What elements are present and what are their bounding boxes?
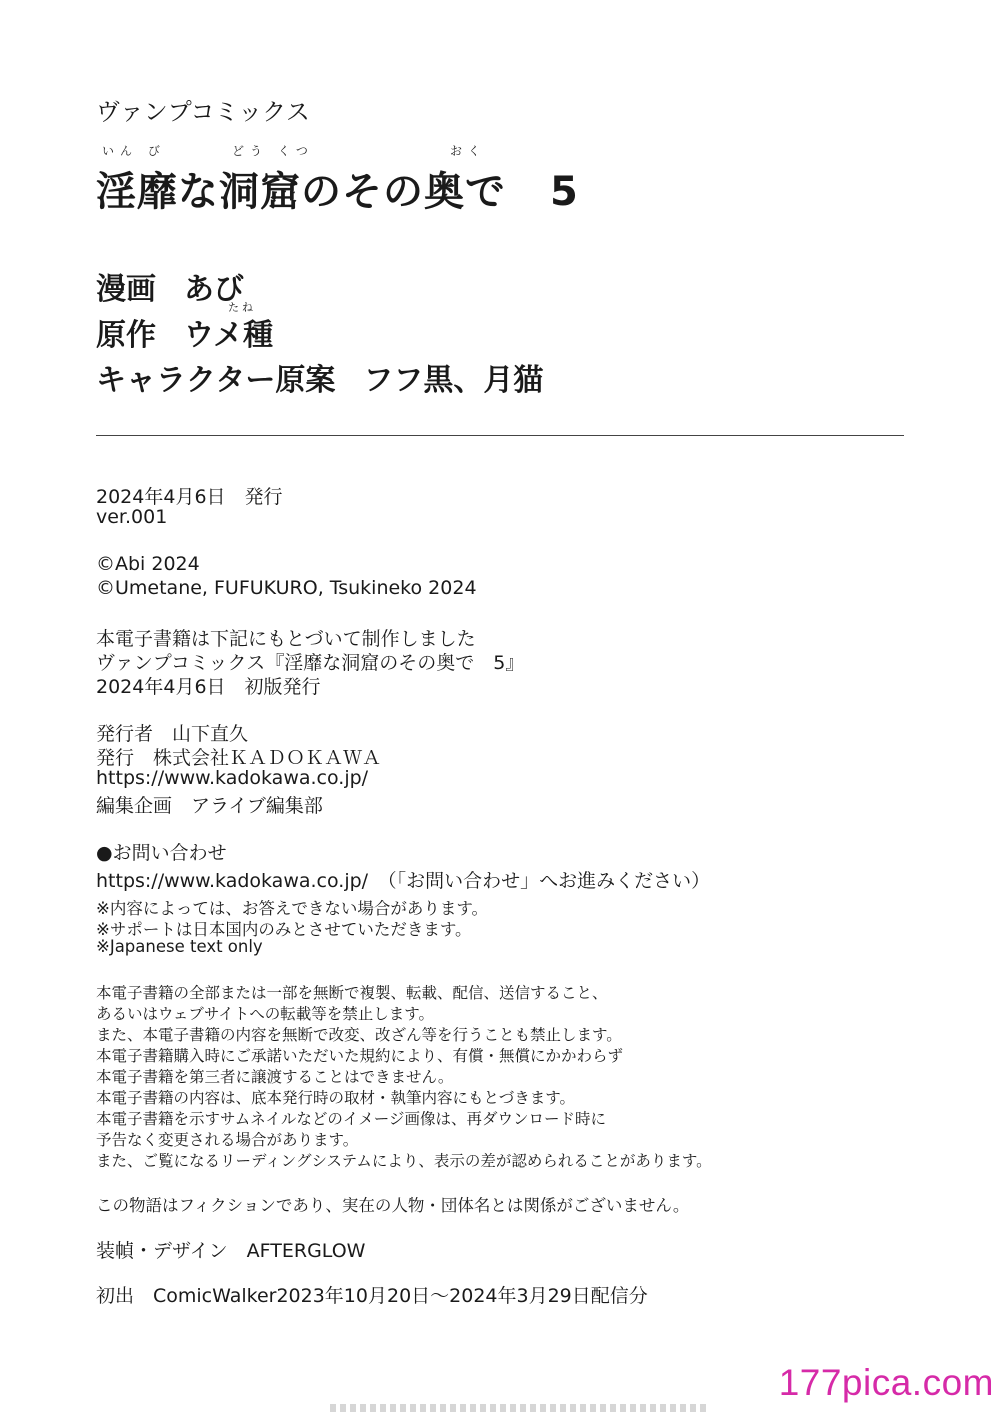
book-title [96,146,579,217]
credit-manga-label: 漫画 [96,272,156,307]
volume-number: 5 [550,169,579,215]
credit-manga-value: あび [184,272,244,307]
publisher-line-4: 編集企画 アライブ編集部 [96,795,323,817]
notice-line: 本電子書籍の内容は、底本発行時の取材・執筆内容にもとづきます。 [96,1089,575,1107]
inquiry-heading: ●お問い合わせ [96,842,227,864]
notice-line: 本電子書籍を示すサムネイルなどのイメージ画像は、再ダウンロード時に [96,1110,606,1128]
title-ruby-inbi: いん び [102,144,166,158]
first-appearance: 初出 ComicWalker2023年10月20日～2024年3月29日配信分 [96,1285,648,1307]
bottom-edge-artifact [330,1404,710,1412]
imprint-label: ヴァンプコミックス [96,98,310,126]
version: ver.001 [96,506,168,528]
notice-line: 本電子書籍を第三者に譲渡することはできません。 [96,1068,454,1086]
title-ruby-doukutsu: どう くつ [232,144,314,158]
notice-line: 本電子書籍購入時にご承諾いただいた規約により、有償・無償にかかわらず [96,1047,624,1065]
credit-character-value: フフ黒、月猫 [363,363,544,398]
divider [96,435,904,436]
credit-character [96,355,543,399]
copyright-line-2: ©Umetane, FUFUKURO, Tsukineko 2024 [96,577,477,599]
source-line-3: 2024年4月6日 初版発行 [96,676,321,698]
credit-original-value: ウメ種 [184,318,274,353]
publisher-url: https://www.kadokawa.co.jp/ [96,767,369,789]
publication-date: 2024年4月6日 発行 [96,486,283,508]
notice-line: また、ご覧になるリーディングシステムにより、表示の差が認められることがあります。 [96,1152,712,1170]
fiction-note: この物語はフィクションであり、実在の人物・団体名とは関係がございません。 [96,1196,690,1215]
notice-line: また、本電子書籍の内容を無断で改変、改ざん等を行うことも禁止します。 [96,1026,622,1044]
credit-original-label: 原作 [96,318,156,353]
title-ruby-oku: おく [450,144,487,158]
source-line-2: ヴァンプコミックス『淫靡な洞窟のその奥で 5』 [96,652,525,674]
inquiry-url: https://www.kadokawa.co.jp/ （「お問い合わせ」へお進みください） [96,870,711,892]
credit-original-ruby: たね [228,301,256,314]
inquiry-note-1: ※内容によっては、お答えできない場合があります。 [96,899,489,918]
credit-manga [96,264,244,308]
publisher-line-2: 発行 株式会社ＫＡＤＯＫＡＷＡ [96,747,382,769]
credit-original [96,310,273,354]
notice-line: 予告なく変更される場合があります。 [96,1131,359,1149]
publisher-line-1: 発行者 山下直久 [96,723,249,745]
inquiry-note-2: ※サポートは日本国内のみとさせていただきます。 [96,920,472,939]
copyright-line-1: ©Abi 2024 [96,553,200,575]
credit-character-label: キャラクター原案 [96,363,336,398]
source-line-1: 本電子書籍は下記にもとづいて制作しました [96,628,476,650]
notice-line: 本電子書籍の全部または一部を無断で複製、転載、配信、送信すること、 [96,984,608,1002]
notice-line: あるいはウェブサイトへの転載等を禁止します。 [96,1005,435,1023]
watermark-text: 177pica.com [778,1362,994,1403]
design-credit: 装幀・デザイン AFTERGLOW [96,1240,366,1262]
inquiry-note-3: ※Japanese text only [96,937,263,956]
title-block [96,146,579,217]
book-title-text: 淫靡な洞窟のその奥で [96,169,506,215]
